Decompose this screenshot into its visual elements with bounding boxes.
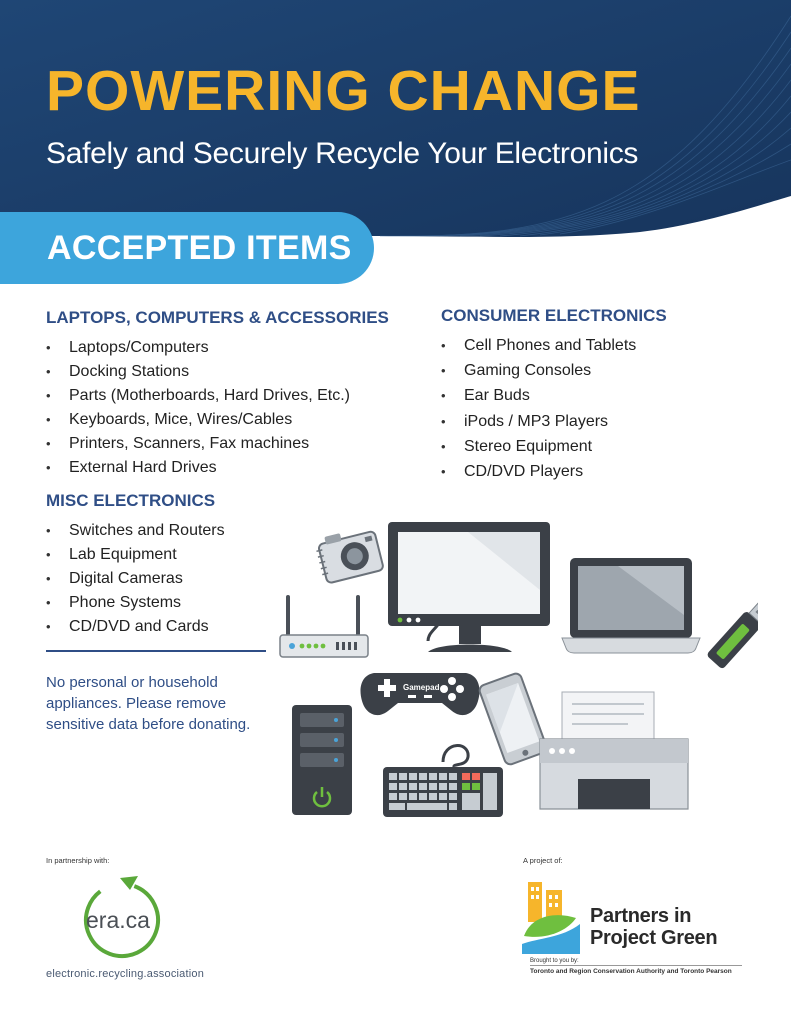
misc-section-title: MISC ELECTRONICS [46, 491, 216, 510]
list-item: • Phone Systems [46, 591, 225, 615]
camera-icon [314, 525, 384, 584]
monitor-icon [388, 522, 550, 652]
list-item: • Ear Buds [441, 383, 667, 408]
desktop-tower-icon [292, 705, 352, 815]
list-item: • Switches and Routers [46, 519, 225, 543]
list-item: • Stereo Equipment [441, 434, 667, 459]
accepted-items-banner [0, 212, 374, 284]
keyboard-icon [383, 746, 503, 817]
list-item: • Lab Equipment [46, 543, 225, 567]
consumer-section [441, 305, 667, 484]
laptops-list [46, 336, 389, 480]
list-item: • External Hard Drives [46, 456, 389, 480]
pipg-wordmark [590, 905, 717, 949]
consumer-list [441, 333, 667, 484]
page-title: POWERING CHANGE [46, 59, 641, 123]
pipg-line-1: Partners in [590, 905, 692, 927]
consumer-section-title: CONSUMER ELECTRONICS [441, 306, 667, 325]
pipg-line-2: Project Green [590, 927, 718, 949]
pipg-divider [530, 965, 742, 966]
era-logo [78, 872, 170, 966]
era-logo-text: era.ca [86, 907, 150, 933]
list-item: • CD/DVD Players [441, 459, 667, 484]
list-item: • iPods / MP3 Players [441, 409, 667, 434]
electronics-illustration [278, 515, 758, 825]
pipg-sponsors: Toronto and Region Conservation Authority and Toronto Pearson [530, 968, 732, 975]
list-item: • Parts (Motherboards, Hard Drives, Etc.) [46, 384, 389, 408]
gamepad-label: Gamepad [403, 683, 440, 692]
misc-list [46, 519, 225, 639]
laptops-section-title: LAPTOPS, COMPUTERS & ACCESSORIES [46, 308, 389, 327]
list-item: • Docking Stations [46, 360, 389, 384]
router-icon [280, 597, 368, 657]
project-caption: A project of: [523, 856, 563, 865]
misc-section [46, 490, 225, 639]
list-item: • CD/DVD and Cards [46, 615, 225, 639]
list-item: • Laptops/Computers [46, 336, 389, 360]
pipg-brought-caption: Brought to you by: [530, 958, 579, 964]
smartphone-icon [478, 672, 548, 766]
accepted-items-label: ACCEPTED ITEMS [47, 229, 352, 267]
printer-icon [540, 692, 688, 809]
list-item: • Gaming Consoles [441, 358, 667, 383]
pipg-logo-icon [518, 878, 588, 958]
list-item: • Cell Phones and Tablets [441, 333, 667, 358]
disclaimer-note: No personal or household appliances. Please remove sensitive data before donating. [46, 674, 251, 733]
laptop-icon [562, 558, 700, 653]
era-url-text: electronic.recycling.association [46, 968, 205, 980]
partnership-caption: In partnership with: [46, 856, 110, 865]
list-item: • Digital Cameras [46, 567, 225, 591]
section-divider [46, 650, 266, 652]
usb-drive-icon [706, 599, 758, 670]
list-item: • Printers, Scanners, Fax machines [46, 432, 389, 456]
page-subtitle: Safely and Securely Recycle Your Electronics [46, 137, 639, 170]
list-item: • Keyboards, Mice, Wires/Cables [46, 408, 389, 432]
laptops-section [46, 307, 389, 480]
